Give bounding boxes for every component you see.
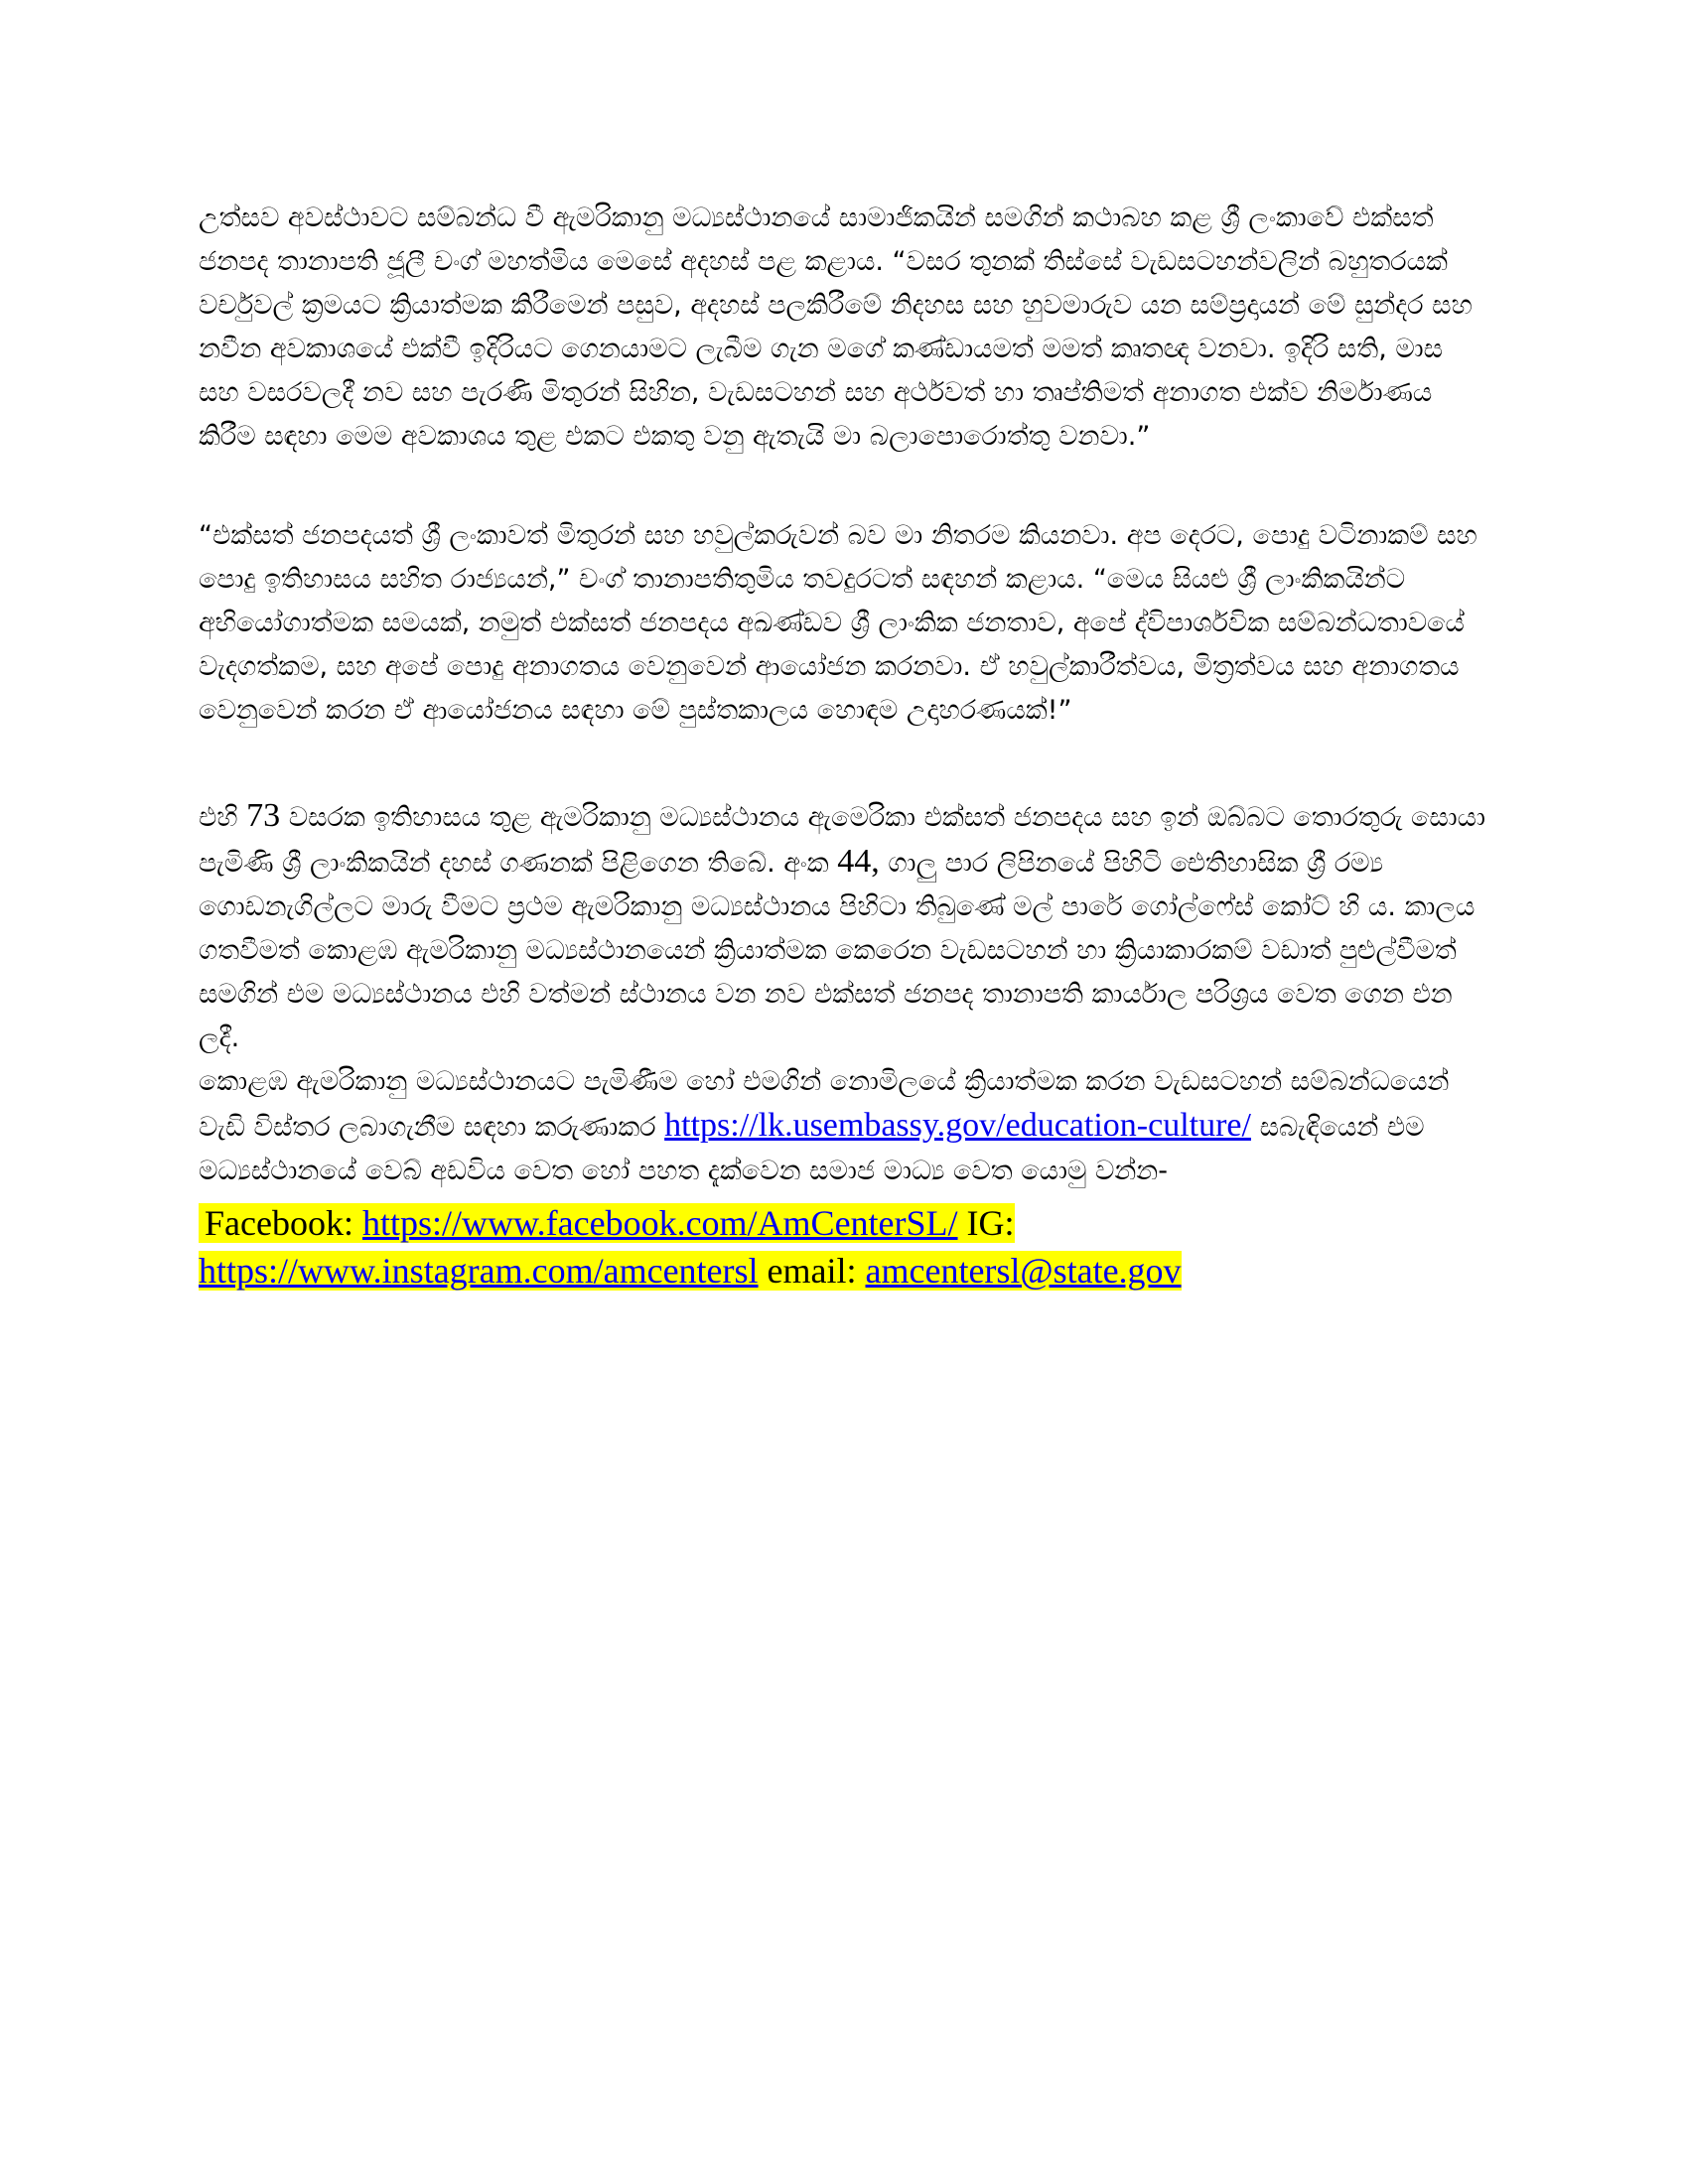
email-link[interactable]: amcentersl@state.gov bbox=[865, 1251, 1182, 1291]
paragraph-partnership-quote: “එක්සත් ජනපදයත් ශ්‍රී ලංකාවත් මිතුරන් සහ හවුල්කරුවන් බව මා නිතරම කියනවා. අප දෙරට, පොදු වටිනාකම් සහ පොදු ඉතිහාසය සහිත රාජ්‍යයන්,” චං​ග් තානාපතිතුමිය තවදුරටත් සඳහන් කළාය. “මෙය සියළු ශ්‍රී ලාංකිකයින්ට අභියෝගාත්මක සමයක්, නමුත් එක්සත් ජනපදය අඛණ්ඩව ශ්‍රී ලාංකික ජනතාව, අපේ ද්විපාර්ශවික සම්බන්ධතාවයේ වැදගත්කම, සහ අපේ පොදු අනාගතය වෙනුවෙන් ආයෝජන කරනවා. ඒ හවුල්කාරීත්වය, මිත්‍රත්වය සහ අනාගතය වෙනුවෙන් කරන ඒ ආයෝජනය සඳහා මේ පුස්තකාලය හොඳම උදාහරණයක්!” bbox=[199, 520, 1477, 726]
visit-info-text: කොළඹ ඇමරිකානු මධ්‍යස්ථානයට පැමිණීම හෝ එමගින් නොමිලයේ ක්‍රියාත්මක කරන වැඩසටහන් සම්බන්ධයෙන් වැඩි විස්තර ලබාගැනීම සඳහා කරුණාකර bbox=[199, 1066, 1450, 1143]
history-text-start: එහි bbox=[199, 802, 238, 833]
paragraph-spacer bbox=[199, 459, 1489, 514]
history-text-middle: වසරක ඉතිහාසය තුළ ඇමරිකානු මධ්‍යස්ථානය ඇමෙරිකා එක්සත් ජනපදය සහ ඉන් ඔබ්බට තොරතුරු සොයා පැමිණි ශ්‍රී ලාංකිකයින් දහස් ගණනක් පිළිගෙන තිබේ. අංක bbox=[199, 802, 1485, 879]
social-media-contacts bbox=[199, 1199, 1489, 1295]
paragraph-ambassador-remarks: උත්සව අවස්ථාවට සම්බන්ධ වී ඇමරිකානු මධ්‍යස්ථානයේ සාමාජිකයින් සමගින් කථාබහ කළ ශ්‍රී ලංකාවේ එක්සත් ජනපද තානාපති ජූලී චං​ග් මහත්මිය මෙසේ අදහස් පළ කළාය. “වසර තුනක් තිස්සේ වැඩසටහන්වලින් බහුතරයක් වර්චුවල් ක්‍රමයට ක්‍රියාත්මක කිරීමෙන් පසුව, අදහස් පලකිරීමේ නිදහස සහ හුවමාරුව යන සම්ප්‍රදායන් මේ සුන්දර සහ නවීන අවකාශයේ එක්වී ඉදිරියට ගෙනයාමට ලැබීම ගැන මගේ කණ්ඩායමත් මමත් කෘතඥ වනවා. ඉදිරි සති, මාස සහ වසරවලදී නව සහ පැරණි මිතුරන් සිහින, වැඩසටහන් සහ අර්ථවත් හා තෘප්තිමත් අනාගත එක්ව නිර්මාණය කිරීම සඳහා මෙම අවකාශය තුළ එකට එකතු වනු ඇතැයි මා බලාපොරොත්තු වනවා.” bbox=[199, 203, 1473, 452]
education-culture-link[interactable]: https://lk.usembassy.gov/education-culture/ bbox=[664, 1107, 1251, 1144]
document-page bbox=[199, 197, 1489, 1295]
instagram-link[interactable]: https://www.instagram.com/amcentersl bbox=[199, 1251, 759, 1291]
history-address-number: 44, bbox=[837, 843, 880, 880]
paragraph-visit-info bbox=[199, 1060, 1489, 1193]
history-years-number: 73 bbox=[246, 797, 281, 834]
visit-info-text-after: සබැඳියෙන් එම මධ්‍යස්ථානයේ වෙබ් අඩවිය වෙත හෝ පහත දැක්වෙන සමාජ මාධ්‍ය වෙත යොමු වන්න- bbox=[199, 1112, 1425, 1186]
history-text-rest: ගාලු පාර ලිපිනයේ පිහිටි ඓතිහාසික ශ්‍රී රම්‍ය ගොඩනැගිල්ලට මාරු වීමට ප්‍රථම ඇමරිකානු මධ්‍යස්ථානය පිහිටා තිබුණේ මල් පාරේ ගෝල්ෆේස් කෝට් හි ය. කාලය ගතවීමත් කොළඹ ඇමරිකානු මධ්‍යස්ථානයෙන් ක්‍රියාත්මක කෙරෙන වැඩසටහන් හා ක්‍රියාකාරකම් වඩාත් පුළුල්වීමත් සමගින් එම මධ්‍යස්ථානය එහි වත්මන් ස්ථානය වන නව එක්සත් ජනපද තානාපති කාර්යාල පරිශ්‍රය වෙත ගෙන එන ලදී. bbox=[199, 848, 1476, 1053]
paragraph-history bbox=[199, 794, 1489, 1060]
email-label: email: bbox=[767, 1251, 857, 1291]
paragraph-spacer bbox=[199, 733, 1489, 794]
facebook-label: Facebook: bbox=[199, 1203, 353, 1243]
facebook-link[interactable]: https://www.facebook.com/AmCenterSL/ bbox=[361, 1203, 958, 1243]
instagram-label: IG: bbox=[966, 1203, 1015, 1243]
